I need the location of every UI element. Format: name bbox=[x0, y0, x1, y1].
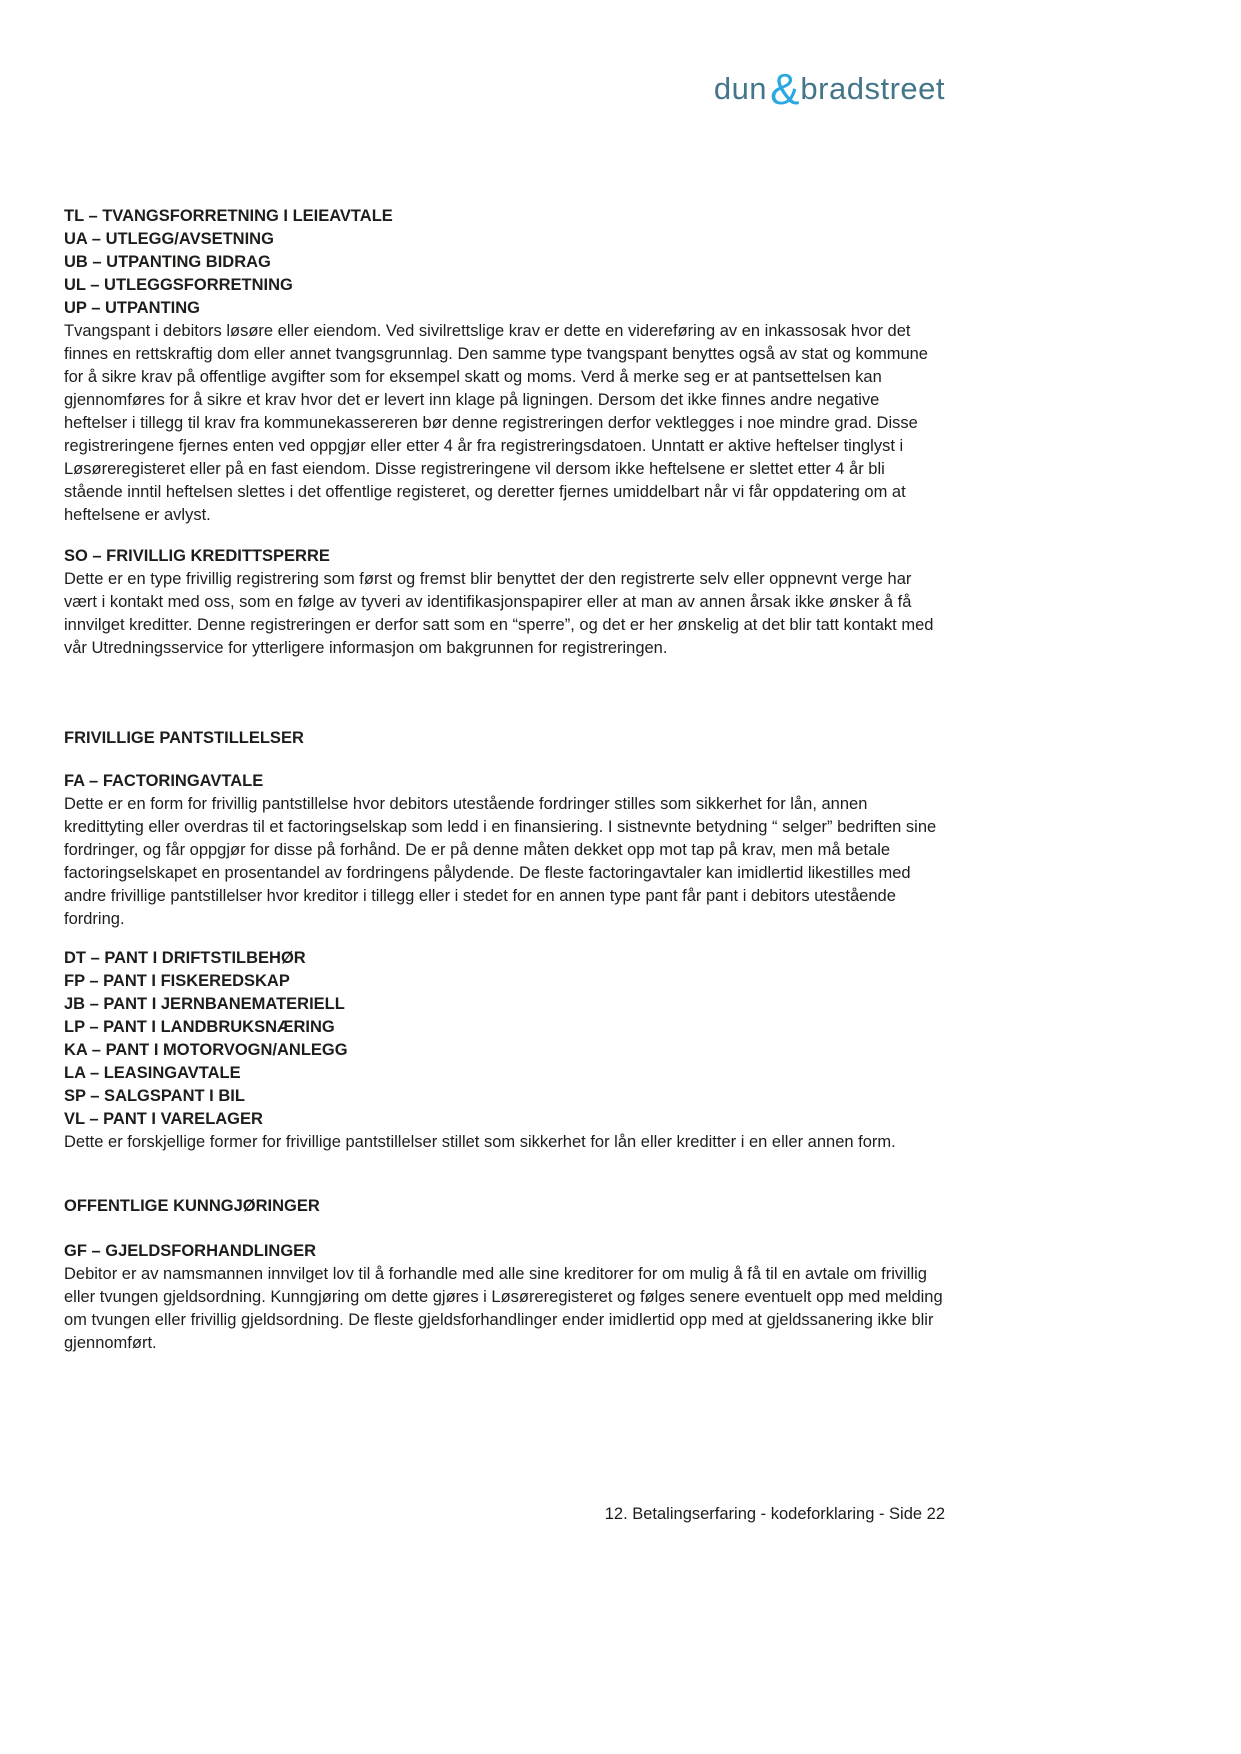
code-heading-lp: LP – PANT I LANDBRUKSNÆRING bbox=[64, 1018, 335, 1036]
code-list-pant bbox=[64, 947, 945, 1131]
code-heading-tl: TL – TVANGSFORRETNING I LEIEAVTALE bbox=[64, 207, 393, 225]
code-heading-vl: VL – PANT I VARELAGER bbox=[64, 1110, 263, 1128]
logo-ampersand-icon: & bbox=[770, 65, 800, 114]
code-heading-fp: FP – PANT I FISKEREDSKAP bbox=[64, 972, 290, 990]
section-heading-offentlige-kunngjoringer: OFFENTLIGE KUNNGJØRINGER bbox=[64, 1197, 320, 1215]
code-heading-jb: JB – PANT I JERNBANEMATERIELL bbox=[64, 995, 345, 1013]
section-heading-frivillige-pantstillelser: FRIVILLIGE PANTSTILLELSER bbox=[64, 729, 304, 747]
code-heading-fa: FA – FACTORINGAVTALE bbox=[64, 772, 264, 790]
code-heading-gf: GF – GJELDSFORHANDLINGER bbox=[64, 1242, 317, 1260]
code-heading-dt: DT – PANT I DRIFTSTILBEHØR bbox=[64, 949, 306, 967]
logo-word-bradstreet: bradstreet bbox=[800, 71, 945, 106]
paragraph-tvangspant: Tvangspant i debitors løsøre eller eiendom. Ved sivilrettslige krav er dette en videreføring av en inkassosak hvor det finnes en rettskraftig dom eller annet tvangsgrunnlag. Den samme type tvangspant benyttes også av stat og kommune for å sikre krav på offentlige avgifter som for eksempel skatt og moms. Verd å merke seg er at pantsettelsen kan gjennomføres for å sikre et krav hvor det er levert inn klage på ligningen. Dersom det ikke finnes andre negative heftelser i tillegg til krav fra kommunekassereren bør denne registreringen derfor vektlegges i noe mindre grad. Disse registreringene fjernes enten ved oppgjør eller etter 4 år fra registreringsdatoen. Unntatt er aktive heftelser tinglyst i Løsøreregisteret eller på en fast eiendom. Disse registreringene vil dersom ikke heftelsene er slettet etter 4 år bli stående inntil heftelsen slettes i det offentlige registeret, og deretter fjernes umiddelbart når vi får oppdatering om at heftelsene er avlyst. bbox=[64, 322, 928, 524]
code-heading-so: SO – FRIVILLIG KREDITTSPERRE bbox=[64, 547, 330, 565]
code-heading-ul: UL – UTLEGGSFORRETNING bbox=[64, 276, 293, 294]
code-heading-sp: SP – SALGSPANT I BIL bbox=[64, 1087, 245, 1105]
logo-word-dun: dun bbox=[713, 71, 768, 106]
dun-bradstreet-logo bbox=[713, 65, 945, 114]
code-heading-ka: KA – PANT I MOTORVOGN/ANLEGG bbox=[64, 1041, 348, 1059]
code-list-tvangs bbox=[64, 205, 945, 320]
code-heading-ub: UB – UTPANTING BIDRAG bbox=[64, 253, 271, 271]
paragraph-gjeldsforhandlinger: Debitor er av namsmannen innvilget lov til å forhandle med alle sine kreditorer for om mulig å få til en avtale om frivillig eller tvungen gjeldsordning. Kunngjøring om dette gjøres i Løsøreregisteret og følges senere eventuelt opp med melding om tvungen eller frivillig gjeldsordning. De fleste gjeldsforhandlinger ender imidlertid opp med at gjeldssanering ikke blir gjennomført. bbox=[64, 1265, 943, 1352]
paragraph-pantstillelser: Dette er forskjellige former for frivillige pantstillelser stillet som sikkerhet for lån eller kreditter i en eller annen form. bbox=[64, 1133, 896, 1151]
paragraph-factoringavtale: Dette er en form for frivillig pantstillelse hvor debitors utestående fordringer stilles som sikkerhet for lån, annen kredittyting eller overdras til et factoringselskap som ledd i en finansiering. I sistnevnte betydning “ selger” bedriften sine fordringer, og får oppgjør for disse på forhånd. De er på denne måten dekket opp mot tap på krav, men må betale factoringselskapet en prosentandel av fordringens pålydende. De fleste factoringavtaler kan imidlertid likestilles med andre frivillige pantstillelser hvor kreditor i tillegg eller i stedet for en annen type pant får pant i debitors utestående fordring. bbox=[64, 795, 937, 928]
code-heading-la: LA – LEASINGAVTALE bbox=[64, 1064, 241, 1082]
code-heading-up: UP – UTPANTING bbox=[64, 299, 200, 317]
paragraph-kredittsperre: Dette er en type frivillig registrering som først og fremst blir benyttet der den registrerte selv eller oppnevnt verge har vært i kontakt med oss, som en følge av tyveri av identifikasjonspapirer eller at man av annen årsak ikke ønsker å få innvilget kreditter. Denne registreringen er derfor satt som en “sperre”, og det er her ønskelig at det blir tatt kontakt med vår Utredningsservice for ytterligere informasjon om bakgrunnen for registreringen. bbox=[64, 570, 934, 657]
page-footer: 12. Betalingserfaring - kodeforklaring - Side 22 bbox=[604, 1505, 945, 1523]
code-heading-ua: UA – UTLEGG/AVSETNING bbox=[64, 230, 274, 248]
